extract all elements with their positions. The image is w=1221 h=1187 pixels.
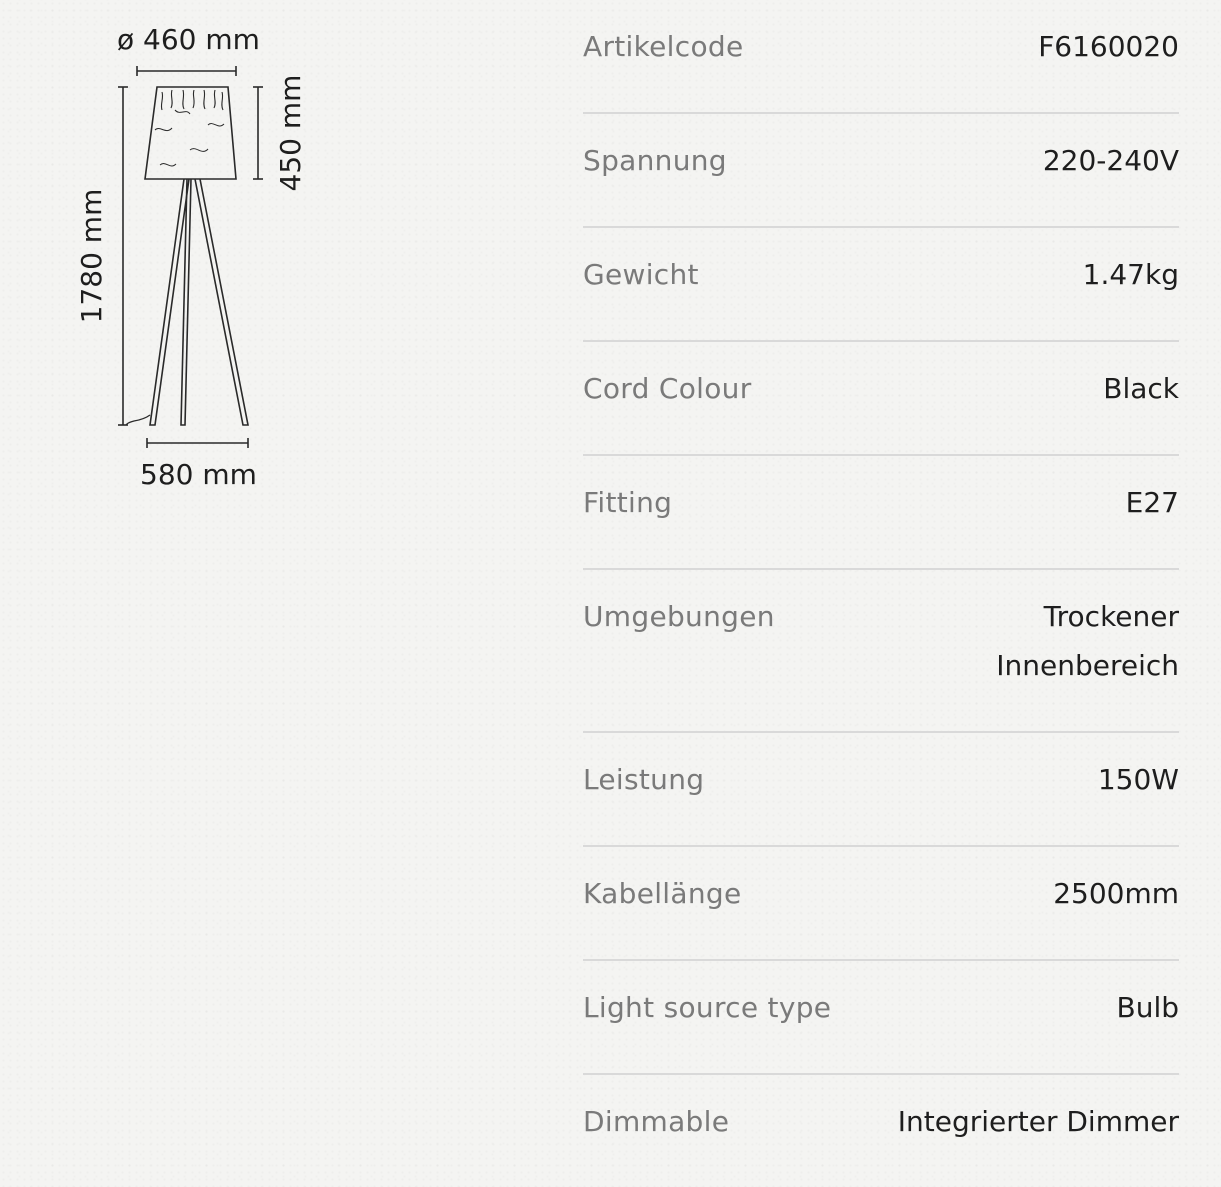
spec-row-gewicht: [583, 228, 1179, 342]
spec-label: Cord Colour: [583, 372, 752, 405]
spec-label: Leistung: [583, 763, 705, 796]
spec-label: Umgebungen: [583, 600, 775, 633]
spec-label: Kabellänge: [583, 877, 742, 910]
lamp-leg-right: [195, 179, 248, 425]
spec-value: E27: [1125, 486, 1179, 519]
total-height-label: 1780 mm: [75, 188, 108, 324]
shade-diameter-label: ø 460 mm: [117, 23, 260, 56]
spec-value: 150W: [1097, 763, 1179, 796]
spec-label: Spannung: [583, 144, 727, 177]
lamp-leg-center: [181, 179, 191, 425]
spec-row-light-source-type: [583, 961, 1179, 1075]
spec-value: Black: [1103, 372, 1179, 405]
spec-row-leistung: [583, 733, 1179, 847]
spec-label: Fitting: [583, 486, 673, 519]
spec-row-umgebungen: [583, 570, 1179, 733]
spec-label: Light source type: [583, 991, 832, 1024]
spec-value: Integrierter Dimmer: [897, 1105, 1179, 1138]
spec-label: Artikelcode: [583, 30, 744, 63]
spec-row-artikelcode: [583, 0, 1179, 114]
spec-value: F6160020: [1038, 30, 1179, 63]
spec-value: 2500mm: [1053, 877, 1179, 910]
spec-row-spannung: [583, 114, 1179, 228]
spec-value: Trockener Innenbereich: [996, 600, 1179, 682]
spec-value: 220-240V: [1042, 144, 1179, 177]
spec-row-kabellaenge: [583, 847, 1179, 961]
spec-row-fitting: [583, 456, 1179, 570]
spec-value: 1.47kg: [1082, 258, 1179, 291]
spec-label: Gewicht: [583, 258, 699, 291]
spec-table: [583, 0, 1179, 1187]
shade-height-label: 450 mm: [274, 74, 307, 192]
spec-row-dimmable: [583, 1075, 1179, 1187]
lamp-leg-left: [150, 179, 189, 425]
base-width-label: 580 mm: [140, 458, 257, 491]
lamp-cord: [126, 415, 150, 425]
spec-row-cord-colour: [583, 342, 1179, 456]
spec-label: Dimmable: [583, 1105, 730, 1138]
spec-value: Bulb: [1116, 991, 1179, 1024]
lamp-dimension-drawing: [0, 0, 330, 520]
